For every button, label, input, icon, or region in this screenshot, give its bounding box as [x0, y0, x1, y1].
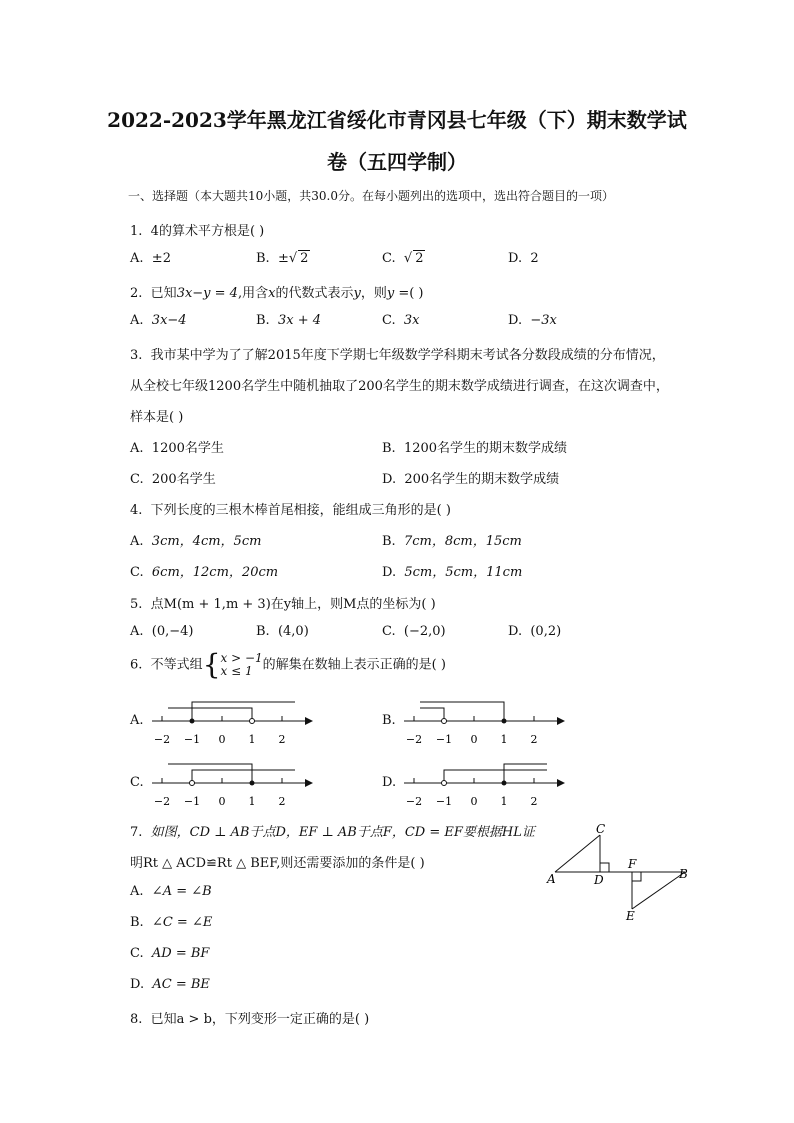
q3-option-c[interactable]: C. 200名学生: [130, 472, 216, 487]
q2-option-d[interactable]: D. −3x: [508, 313, 557, 328]
solution-ray: [192, 702, 295, 721]
question-2: 2. 已知3x−y = 4,用含x的代数式表示y，则y =( ): [130, 286, 424, 301]
q4-option-b[interactable]: B. 7cm，8cm，15cm: [382, 534, 522, 549]
closed-dot: [190, 719, 195, 724]
inequality-system: x > −1 x ≤ 1: [220, 651, 263, 678]
closed-dot: [502, 781, 507, 786]
point-c-label: C: [596, 822, 606, 836]
tick-label: 0: [470, 733, 478, 746]
q2-option-c[interactable]: C. 3x: [382, 313, 420, 328]
tick-label: 2: [530, 795, 538, 808]
axis-arrow: [557, 717, 565, 725]
q6-option-c-label[interactable]: C.: [130, 775, 144, 790]
open-dot: [190, 781, 195, 786]
exam-title-line1: 2022-2023学年黑龙江省绥化市青冈县七年级（下）期末数学试: [107, 108, 687, 132]
tick-label: 2: [278, 795, 286, 808]
q1-option-c[interactable]: C. √ 2: [382, 251, 424, 266]
tick-label: −2: [153, 733, 171, 746]
tick-label: −1: [183, 733, 201, 746]
q6-option-b-label[interactable]: B.: [382, 713, 396, 728]
tick-label: −2: [153, 795, 171, 808]
tick-label: 1: [248, 795, 256, 808]
q1-option-d[interactable]: D. 2: [508, 251, 539, 266]
axis-arrow: [305, 717, 313, 725]
question-1: 1. 4的算术平方根是( ): [130, 224, 265, 239]
q6-option-c-numberline[interactable]: [150, 758, 320, 810]
q3-option-a[interactable]: A. 1200名学生: [130, 441, 224, 456]
solution-ray: [168, 708, 252, 721]
axis-arrow: [557, 779, 565, 787]
right-angle-f: [632, 872, 641, 881]
q4-option-a[interactable]: A. 3cm，4cm，5cm: [130, 534, 262, 549]
q6-option-d-numberline[interactable]: [402, 758, 572, 810]
q5-option-a[interactable]: A. (0,−4): [130, 624, 194, 639]
q7-option-d[interactable]: D. AC = BE: [130, 977, 210, 992]
point-f-label: F: [628, 857, 637, 871]
segment-be: [632, 872, 685, 909]
question-8: 8. 已知a > b，下列变形一定正确的是( ): [130, 1012, 370, 1027]
solution-ray: [504, 764, 547, 783]
solution-ray: [420, 708, 444, 721]
right-angle-d: [600, 863, 609, 872]
solution-ray: [192, 770, 295, 783]
tick-label: 0: [470, 795, 478, 808]
tick-label: 0: [218, 733, 226, 746]
q1-option-a[interactable]: A. ±2: [130, 251, 171, 266]
question-7-line1: 7. 如图，CD ⊥ AB于点D，EF ⊥ AB于点F，CD = EF要根据HL证: [130, 825, 535, 840]
q5-option-c[interactable]: C. (−2,0): [382, 624, 446, 639]
question-3-line3: 样本是( ): [130, 410, 184, 425]
closed-dot: [502, 719, 507, 724]
tick-label: 0: [218, 795, 226, 808]
tick-label: 2: [278, 733, 286, 746]
q7-option-a[interactable]: A. ∠A = ∠B: [130, 884, 212, 899]
section-heading: 一、选择题（本大题共10小题，共30.0分。在每小题列出的选项中，选出符合题目的一项）: [128, 189, 614, 203]
q2-option-b[interactable]: B. 3x + 4: [256, 313, 321, 328]
question-3-line2: 从全校七年级1200名学生中随机抽取了200名学生的期末数学成绩进行调查，在这次调查中，: [130, 379, 669, 394]
q3-option-b[interactable]: B. 1200名学生的期末数学成绩: [382, 441, 568, 456]
axis-arrow: [305, 779, 313, 787]
q7-option-b[interactable]: B. ∠C = ∠E: [130, 915, 213, 930]
tick-label: −1: [435, 795, 453, 808]
exam-title-line2: 卷（五四学制）: [327, 150, 467, 174]
q6-option-d-label[interactable]: D.: [382, 775, 397, 790]
question-3-line1: 3. 我市某中学为了了解2015年度下学期七年级数学学科期末考试各分数段成绩的分布情况，: [130, 348, 665, 363]
tick-label: −2: [405, 795, 423, 808]
q7-geometry-figure: [540, 820, 700, 925]
tick-label: 1: [500, 733, 508, 746]
open-dot: [250, 719, 255, 724]
point-a-label: A: [547, 872, 556, 886]
point-d-label: D: [594, 873, 604, 887]
q1-option-b[interactable]: B. ±√ 2: [256, 251, 309, 266]
tick-label: 1: [500, 795, 508, 808]
tick-label: −2: [405, 733, 423, 746]
q5-option-b[interactable]: B. (4,0): [256, 624, 309, 639]
question-5: 5. 点M(m + 1,m + 3)在y轴上，则M点的坐标为( ): [130, 597, 436, 612]
solution-ray: [420, 702, 504, 721]
tick-label: −1: [435, 733, 453, 746]
q7-option-c[interactable]: C. AD = BF: [130, 946, 210, 961]
q3-option-d[interactable]: D. 200名学生的期末数学成绩: [382, 472, 560, 487]
closed-dot: [250, 781, 255, 786]
solution-ray: [168, 764, 252, 783]
segment-ac: [555, 835, 600, 872]
q4-option-d[interactable]: D. 5cm，5cm，11cm: [382, 565, 523, 580]
point-b-label: B: [679, 867, 688, 881]
q6-option-a-numberline[interactable]: [150, 696, 320, 748]
q4-option-c[interactable]: C. 6cm，12cm，20cm: [130, 565, 279, 580]
q5-option-d[interactable]: D. (0,2): [508, 624, 562, 639]
question-6: 6. 不等式组{ x > −1 x ≤ 1 的解集在数轴上表示正确的是( ): [130, 648, 446, 681]
tick-label: 1: [248, 733, 256, 746]
point-e-label: E: [626, 909, 635, 923]
q2-option-a[interactable]: A. 3x−4: [130, 313, 187, 328]
open-dot: [442, 781, 447, 786]
q6-option-b-numberline[interactable]: [402, 696, 572, 748]
q6-option-a-label[interactable]: A.: [130, 713, 144, 728]
question-7-line2: 明Rt △ ACD≌Rt △ BEF,则还需要添加的条件是( ): [130, 856, 425, 871]
solution-ray: [444, 770, 547, 783]
question-4: 4. 下列长度的三根木棒首尾相接，能组成三角形的是( ): [130, 503, 451, 518]
open-dot: [442, 719, 447, 724]
tick-label: 2: [530, 733, 538, 746]
tick-label: −1: [183, 795, 201, 808]
system-brace: {: [202, 648, 221, 681]
